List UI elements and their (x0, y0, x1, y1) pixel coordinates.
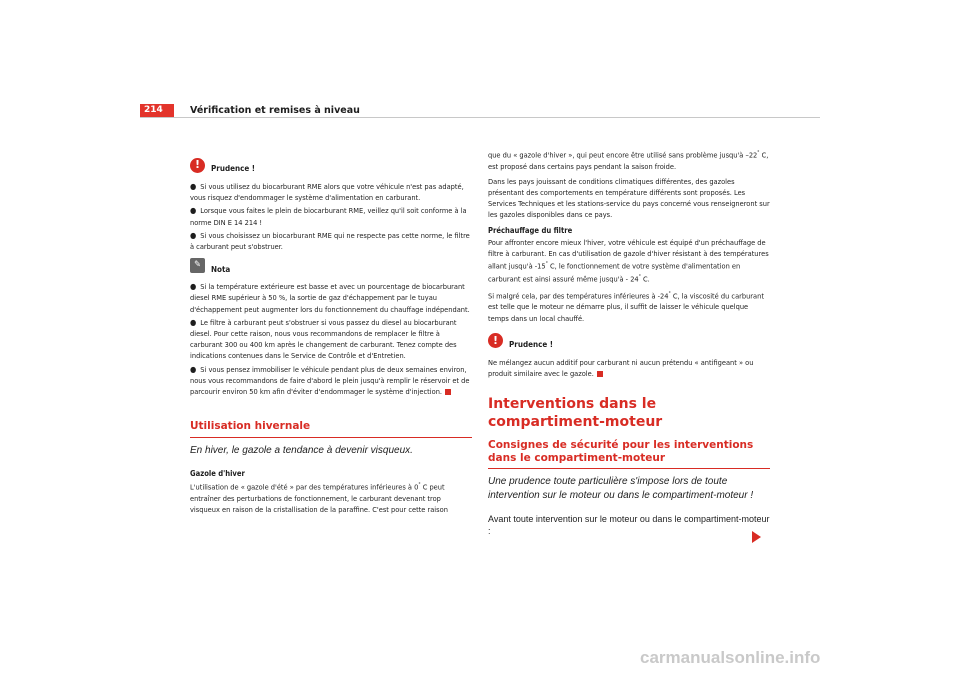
watermark: carmanualsonline.info (640, 648, 821, 667)
note-title: Nota (211, 264, 231, 274)
end-marker-icon (445, 389, 451, 395)
list-item: ● Si vous utilisez du biocarburant RME alors que votre véhicule n'est pas adapté, vous risquez d'endommager le système d'alimentation en carburant. (190, 182, 464, 203)
paragraph: Avant toute intervention sur le moteur ou dans le compartiment-moteur : (488, 514, 770, 537)
list-item: ● Le filtre à carburant peut s'obstruer si vous passez du diesel au biocarburant diesel. Pour cette raison, nous vous recommandons de remplacer le filtre à carburant 300 ou 400 km après le changement de carburant. Tenez compte des indications contenues dans le Service de Contrôle et d'Entretien. (190, 317, 457, 361)
section-heading-winter: Utilisation hivernale (190, 419, 472, 438)
running-header-title: Vérification et remises à niveau (190, 105, 360, 116)
caution-title: Prudence ! (509, 340, 554, 350)
paragraph: L'utilisation de « gazole d'été » par des températures inférieures à 0° C peut entraîner des perturbations de fonctionnement, le carburant devenant trop visqueux en raison de la cristallisation de la paraffine. C'est pour cette raison (190, 482, 448, 515)
paragraph: que du « gazole d'hiver », qui peut encore être utilisé sans problème jusqu'à –22° C, est proposé dans certains pays pendant la saison froide. (488, 150, 769, 171)
bullet-icon: ● (190, 206, 197, 216)
header-rule (140, 117, 820, 118)
subheading-winter-diesel: Gazole d'hiver (190, 469, 245, 479)
paragraph: Si malgré cela, par des températures inférieures à -24° C, la viscosité du carburant est telle que le moteur ne démarre plus, il suffit de laisser le véhicule quelque temps dans un local chauffé. (488, 290, 764, 323)
section-lead: Une prudence toute particulière s'impose lors de toute intervention sur le moteur ou dans le compartiment-moteur ! (488, 476, 754, 502)
paragraph: Ne mélangez aucun additif pour carburant ni aucun prétendu « antifigeant » ou produit similaire avec le gazole. (488, 357, 754, 378)
subheading-filter-preheat: Préchauffage du filtre (488, 225, 573, 235)
left-column (190, 160, 472, 518)
caution-heading (190, 160, 472, 178)
bullet-icon: ● (190, 282, 197, 292)
note-heading (190, 260, 472, 278)
section-heading-safety: Consignes de sécurité pour les interventions dans le compartiment-moteur (488, 439, 770, 469)
bullet-icon: ● (190, 317, 197, 327)
continue-arrow-icon (752, 531, 761, 543)
warning-icon: ! (488, 333, 503, 348)
caution-title: Prudence ! (211, 164, 256, 174)
list-item: ● Si vous pensez immobiliser le véhicule pendant plus de deux semaines environ, nous vous recommandons de faire d'abord le plein jusqu'à remplir le réservoir et de parcourir environ 50 km afin d'éviter d'endommager le système d'injection. (190, 364, 470, 397)
bullet-icon: ● (190, 230, 197, 240)
chapter-heading: Interventions dans le compartiment-moteur (488, 396, 663, 431)
list-item: ● Lorsque vous faites le plein de biocarburant RME, veillez qu'il soit conforme à la norme DIN E 14 214 ! (190, 206, 467, 227)
section-lead: En hiver, le gazole a tendance à devenir visqueux. (190, 445, 413, 457)
bullet-icon: ● (190, 364, 197, 374)
list-item: ● Si la température extérieure est basse et avec un pourcentage de biocarburant diesel RME supérieur à 50 %, la sortie de gaz d'échappement par le tuyau d'échappement peut augmenter lors du fonctionnement du chauffage indépendant. (190, 282, 470, 314)
page-number: 214 (140, 104, 174, 117)
paragraph: Pour affronter encore mieux l'hiver, votre véhicule est équipé d'un préchauffage de filtre à carburant. En cas d'utilisation de gazole d'hiver résistant à des températures allant jusqu'à -15° C, le fonctionnement de votre système d'alimentation en carburant est ainsi assuré même jusqu'à - 24° C. (488, 237, 769, 284)
note-pad-icon: ✎ (190, 258, 205, 273)
end-marker-icon (597, 371, 603, 377)
bullet-icon: ● (190, 182, 197, 191)
list-item: ● Si vous choisissez un biocarburant RME qui ne respecte pas cette norme, le filtre à carburant peut s'obstruer. (190, 230, 470, 252)
caution-heading (488, 336, 770, 354)
right-column (488, 148, 770, 540)
warning-icon: ! (190, 158, 205, 173)
paragraph: Dans les pays jouissant de conditions climatiques différentes, des gazoles présentant des comportements en température différents sont proposés. Les Services Techniques et les stations-service du pays concerné vous renseigneront sur les gazoles disponibles dans ce pays. (488, 176, 770, 220)
